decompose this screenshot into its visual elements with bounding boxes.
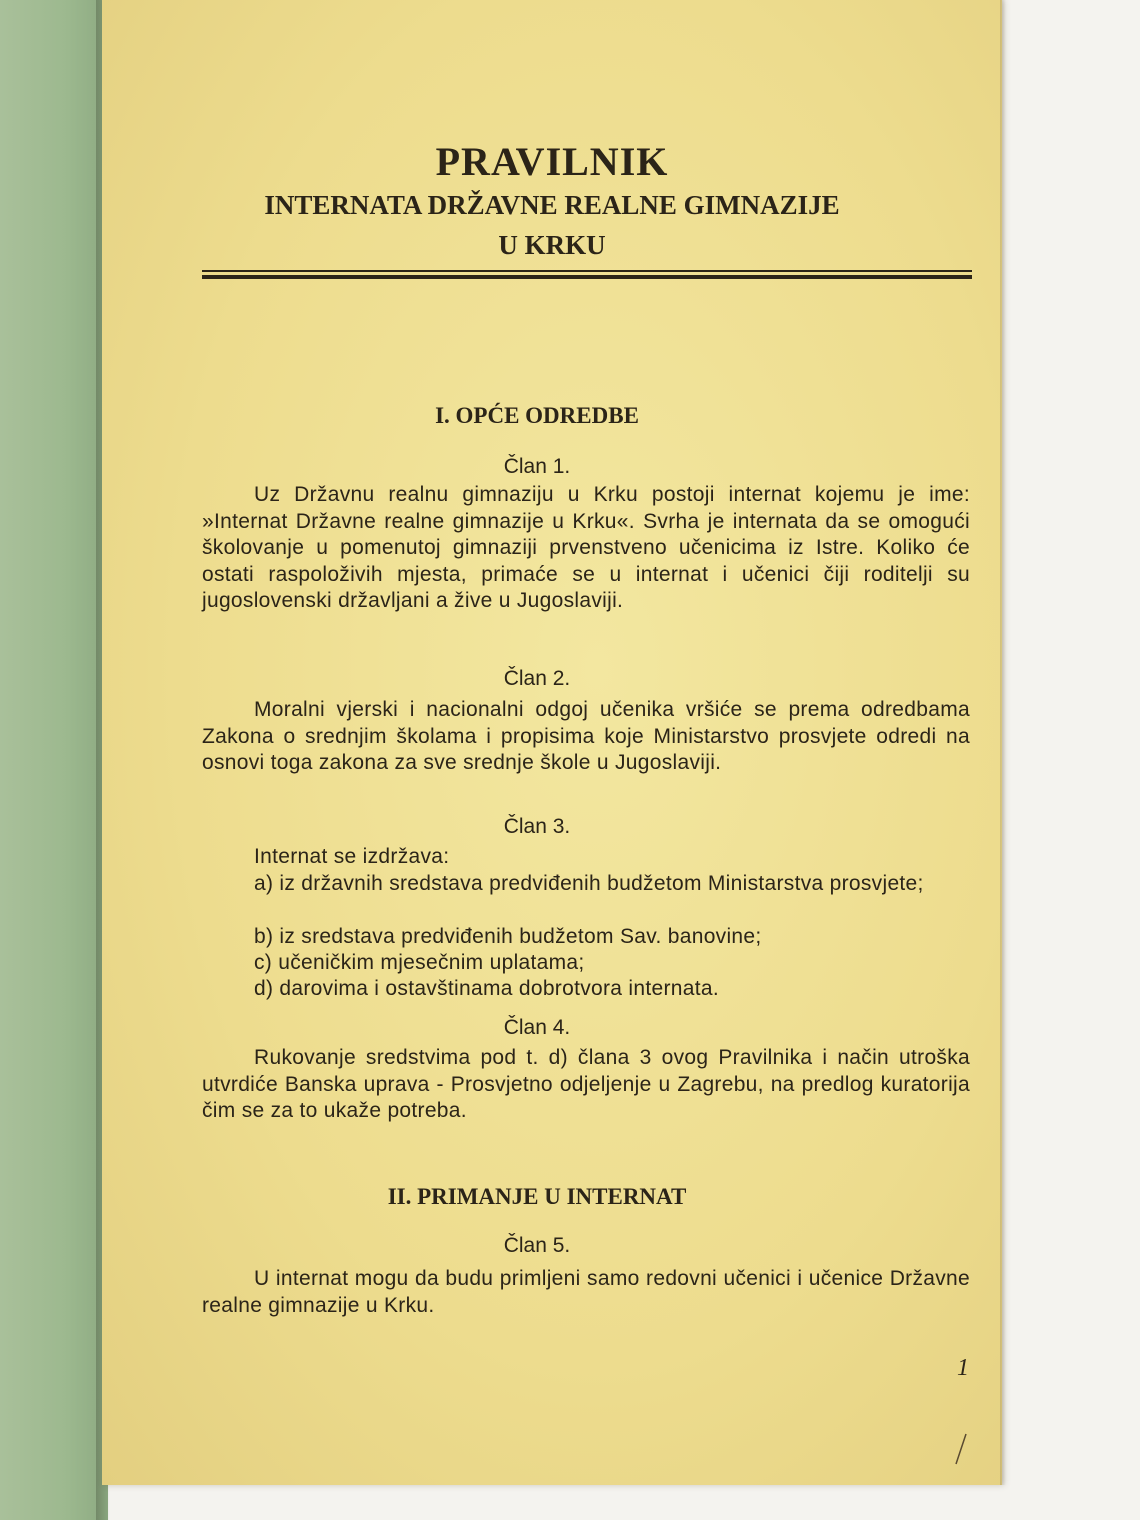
section-heading: I. OPĆE ODREDBE — [435, 403, 639, 428]
list-item — [202, 924, 970, 951]
list-item-text: b) iz sredstava predviđenih budžetom Sav. banovine; — [254, 925, 762, 948]
title-divider — [202, 270, 972, 281]
article-label: Član 2. — [503, 667, 571, 690]
page-edge-shadow — [1000, 0, 1006, 1485]
document-page — [102, 0, 1002, 1485]
document-subtitle: INTERNATA DRŽAVNE REALNE GIMNAZIJE — [264, 190, 840, 220]
list-item — [202, 871, 970, 898]
article-label: Član 3. — [503, 815, 571, 838]
list-item-text: d) darovima i ostavštinama dobrotvora internata. — [254, 977, 719, 1000]
article-text: U internat mogu da budu primljeni samo redovni učenici i učenice Državne realne gimnazije u Krku. — [202, 1267, 970, 1317]
document-location: U KRKU — [498, 230, 606, 260]
list-item — [202, 950, 970, 977]
article-intro: Internat se izdržava: — [254, 845, 450, 868]
article-text: Rukovanje sredstvima pod t. d) člana 3 ovog Pravilnika i način utroška utvrdiće Banska uprava - Prosvjetno odjeljenje u Zagrebu, na predlog kuratorija čim se za to ukaže potreba. — [202, 1046, 970, 1122]
list-item — [202, 976, 970, 1003]
page-number: 1 — [957, 1355, 969, 1381]
article-label: Član 4. — [503, 1016, 571, 1039]
divider-thin-line — [202, 270, 972, 272]
article-label: Član 5. — [503, 1234, 571, 1257]
article-text: Uz Državnu realnu gimnaziju u Krku postoji internat kojemu je ime: »Internat Državne realne gimnazije u Krku«. Svrha je internata da se omogući školovanje u pomenutoj gimnaziji prvenstveno učenicima iz Istre. Koliko će ostati raspoloživih mjesta, primaće se u internat i učenici čiji roditelji su jugoslovenski državljani a žive u Jugoslaviji. — [202, 483, 970, 612]
pencil-mark-icon — [954, 1432, 968, 1466]
divider-thick-line — [202, 275, 972, 279]
article-label: Član 1. — [503, 455, 571, 478]
document-title: PRAVILNIK — [435, 139, 669, 184]
article-text: Moralni vjerski i nacionalni odgoj učenika vršiće se prema odredbama Zakona o srednjim školama i propisima koje Ministarstvo prosvjete odredi na osnovi toga zakona za sve srednje škole u Jugoslaviji. — [202, 698, 970, 774]
list-item-text: c) učeničkim mjesečnim uplatama; — [254, 951, 585, 974]
list-item-text: a) iz državnih sredstava predviđenih budžetom Ministarstva prosvjete; — [254, 872, 924, 895]
section-heading: II. PRIMANJE U INTERNAT — [387, 1184, 687, 1209]
green-cover — [0, 0, 108, 1520]
